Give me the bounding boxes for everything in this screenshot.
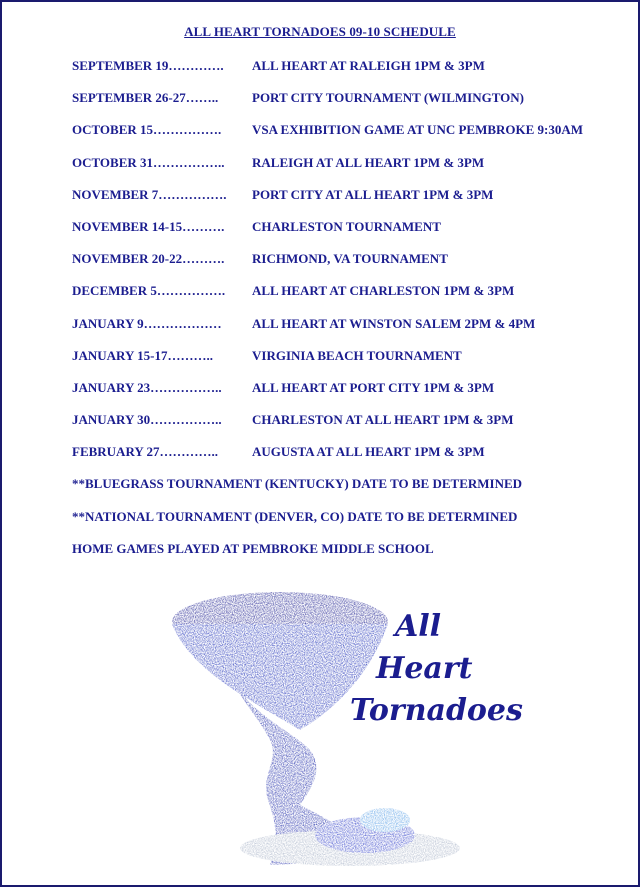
game-event: ALL HEART AT PORT CITY 1PM & 3PM xyxy=(252,379,495,395)
game-date: SEPTEMBER 19…………. xyxy=(72,58,224,73)
game-event: ALL HEART AT CHARLESTON 1PM & 3PM xyxy=(252,283,515,299)
game-event: VIRGINIA BEACH TOURNAMENT xyxy=(252,347,462,363)
schedule-row xyxy=(72,187,632,219)
schedule-row xyxy=(72,58,632,90)
game-date: OCTOBER 31…………….. xyxy=(72,154,225,170)
game-date: JANUARY 9……………… xyxy=(72,315,222,331)
game-date: JANUARY 23…………….. xyxy=(72,379,222,395)
game-event: PORT CITY AT ALL HEART 1PM & 3PM xyxy=(252,186,494,202)
game-event: CHARLESTON AT ALL HEART 1PM & 3PM xyxy=(252,412,514,428)
schedule-title: ALL HEART TORNADOES 09-10 SCHEDULE xyxy=(184,24,456,39)
game-date: JANUARY 15-17……….. xyxy=(72,347,213,363)
game-date: OCTOBER 15……………. xyxy=(72,122,222,138)
schedule-list xyxy=(72,58,632,573)
note-bluegrass: **BLUEGRASS TOURNAMENT (KENTUCKY) DATE TO BE DETERMINED xyxy=(72,476,523,492)
game-event: VSA EXHIBITION GAME AT UNC PEMBROKE 9:30AM xyxy=(252,122,584,138)
game-date: FEBRUARY 27………….. xyxy=(72,444,219,460)
game-date: NOVEMBER 20-22………. xyxy=(72,251,225,267)
schedule-row xyxy=(72,380,632,412)
schedule-row xyxy=(72,283,632,315)
logo-line-2: Heart xyxy=(376,651,473,686)
game-date: DECEMBER 5……………. xyxy=(72,283,226,299)
game-date: SEPTEMBER 26-27…….. xyxy=(72,90,219,106)
game-event: CHARLESTON TOURNAMENT xyxy=(252,218,441,234)
logo-line-3: Tornadoes xyxy=(350,693,523,728)
game-event: RALEIGH AT ALL HEART 1PM & 3PM xyxy=(252,154,485,170)
game-event: ALL HEART AT WINSTON SALEM 2PM & 4PM xyxy=(252,315,536,331)
game-event: ALL HEART AT RALEIGH 1PM & 3PM xyxy=(252,58,485,73)
schedule-row xyxy=(72,412,632,444)
note-home-games: HOME GAMES PLAYED AT PEMBROKE MIDDLE SCHOOL xyxy=(72,540,434,556)
schedule-row xyxy=(72,251,632,283)
team-logo xyxy=(150,580,523,870)
schedule-row xyxy=(72,444,632,476)
schedule-row xyxy=(72,90,632,122)
game-event: AUGUSTA AT ALL HEART 1PM & 3PM xyxy=(252,444,485,460)
schedule-row xyxy=(72,219,632,251)
game-date: JANUARY 30…………….. xyxy=(72,412,222,428)
game-event: PORT CITY TOURNAMENT (WILMINGTON) xyxy=(252,90,524,106)
game-event: RICHMOND, VA TOURNAMENT xyxy=(252,251,448,267)
schedule-row xyxy=(72,316,632,348)
schedule-row xyxy=(72,122,632,154)
note-national: **NATIONAL TOURNAMENT (DENVER, CO) DATE TO BE DETERMINED xyxy=(72,508,518,524)
game-date: NOVEMBER 14-15………. xyxy=(72,218,225,234)
game-date: NOVEMBER 7……………. xyxy=(72,186,227,202)
logo-line-1: All xyxy=(395,609,442,644)
schedule-row xyxy=(72,155,632,187)
schedule-row xyxy=(72,348,632,380)
